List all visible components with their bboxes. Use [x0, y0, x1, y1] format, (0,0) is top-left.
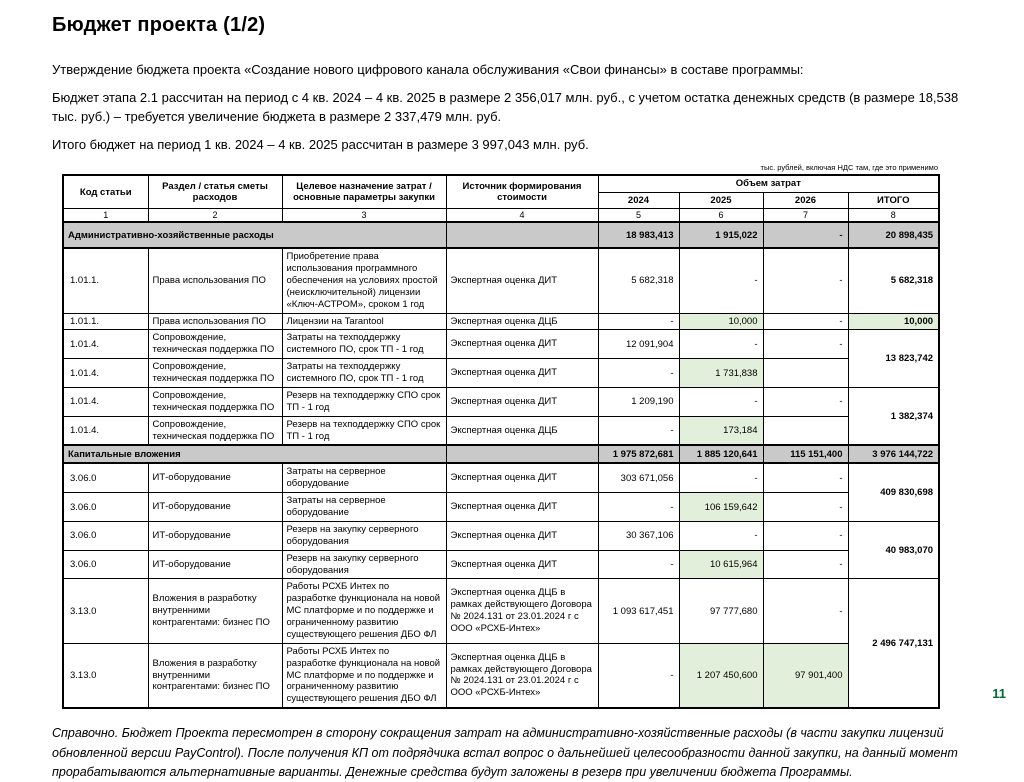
- cell-total: 3 976 144,722: [848, 445, 939, 463]
- cell-source: Экспертная оценка ДИТ: [446, 330, 598, 359]
- header-volume-group: Объем затрат: [598, 175, 939, 192]
- cell-code: 1.01.4.: [63, 330, 148, 359]
- cell-code: 3.06.0: [63, 521, 148, 550]
- cell-source: Экспертная оценка ДЦБ: [446, 416, 598, 445]
- cell-section: Сопровождение, техническая поддержка ПО: [148, 359, 282, 388]
- cell-2026: -: [763, 550, 848, 579]
- section-label: Административно-хозяйственные расходы: [63, 222, 446, 248]
- cell-2026: -: [763, 463, 848, 492]
- table-row: [63, 643, 939, 708]
- cell-2026: -: [763, 521, 848, 550]
- cell-code: 1.01.1.: [63, 313, 148, 330]
- header-year-2026: 2026: [763, 192, 848, 208]
- header-purpose: Целевое назначение затрат / основные параметры закупки: [282, 175, 446, 208]
- cell-section: Права использования ПО: [148, 248, 282, 313]
- cell-2024: -: [598, 416, 679, 445]
- cell-2024: -: [598, 313, 679, 330]
- cell-purpose: Затраты на серверное оборудование: [282, 463, 446, 492]
- table-row: [63, 493, 939, 522]
- col-number: 3: [282, 209, 446, 223]
- header-row-colnumbers: [63, 209, 939, 223]
- cell-source: Экспертная оценка ДИТ: [446, 550, 598, 579]
- section-spacer-cell: [446, 222, 598, 248]
- cell-section: ИТ-оборудование: [148, 463, 282, 492]
- cell-2024: -: [598, 493, 679, 522]
- cell-section: Вложения в разработку внутренними контрагентами: бизнес ПО: [148, 643, 282, 708]
- cell-2025: 10,000: [679, 313, 763, 330]
- header-code: Код статьи: [63, 175, 148, 208]
- cell-2025: -: [679, 330, 763, 359]
- cell-2024: -: [598, 359, 679, 388]
- cell-2026: -: [763, 330, 848, 359]
- cell-purpose: Резерв на закупку серверного оборудования: [282, 521, 446, 550]
- header-total: ИТОГО: [848, 192, 939, 208]
- cell-purpose: Работы РСХБ Интех по разработке функционала на новой МС платформе и по поддержке и ограниченному развитию существующего решения ДБО ФЛ: [282, 579, 446, 643]
- cell-code: 1.01.1.: [63, 248, 148, 313]
- header-year-2025: 2025: [679, 192, 763, 208]
- cell-2025: 1 885 120,641: [679, 445, 763, 463]
- cell-purpose: Приобретение права использования программного обеспечения на условиях простой (неисключительной) лицензии «Ключ-АСТРОМ», сроком 1 год: [282, 248, 446, 313]
- cell-code: 3.06.0: [63, 463, 148, 492]
- cell-2024: 303 671,056: [598, 463, 679, 492]
- cell-2025: 1 207 450,600: [679, 643, 763, 708]
- cell-2025: 106 159,642: [679, 493, 763, 522]
- cell-code: 1.01.4.: [63, 359, 148, 388]
- cell-source: Экспертная оценка ДИТ: [446, 387, 598, 416]
- cell-code: 1.01.4.: [63, 387, 148, 416]
- header-source: Источник формирования стоимости: [446, 175, 598, 208]
- table-row: [63, 330, 939, 359]
- col-number: 8: [848, 209, 939, 223]
- cell-2024: -: [598, 550, 679, 579]
- cell-2025: 97 777,680: [679, 579, 763, 643]
- stage-budget-paragraph: Бюджет этапа 2.1 рассчитан на период с 4 кв. 2024 – 4 кв. 2025 в размере 2 356,017 млн. руб., с учетом остатка денежных средств (в размере 18,538 тыс. руб.) – требуется увеличение бюджета в размере 2 337,479 млн. руб.: [52, 89, 959, 124]
- cell-section: Сопровождение, техническая поддержка ПО: [148, 330, 282, 359]
- table-row: [63, 521, 939, 550]
- cell-purpose: Лицензии на Tarantool: [282, 313, 446, 330]
- budget-table: [62, 174, 940, 709]
- cell-total: 1 382,374: [848, 387, 939, 445]
- section-label: Капитальные вложения: [63, 445, 446, 463]
- cell-2025: -: [679, 463, 763, 492]
- cell-2024: -: [598, 643, 679, 708]
- intro-paragraph: Утверждение бюджета проекта «Создание нового цифрового канала обслуживания «Свои финансы» в составе программы:: [52, 62, 804, 77]
- table-row: [63, 463, 939, 492]
- cell-total: 40 983,070: [848, 521, 939, 579]
- cell-2026: [763, 416, 848, 445]
- cell-source: Экспертная оценка ДИТ: [446, 521, 598, 550]
- cell-code: 3.06.0: [63, 550, 148, 579]
- cell-section: Сопровождение, техническая поддержка ПО: [148, 387, 282, 416]
- cell-2026: 97 901,400: [763, 643, 848, 708]
- cell-source: Экспертная оценка ДЦБ в рамках действующего Договора № 2024.131 от 23.01.2024 г с ООО «РСХБ-Интех»: [446, 579, 598, 643]
- cell-2024: 30 367,106: [598, 521, 679, 550]
- cell-total: 409 830,698: [848, 463, 939, 521]
- header-row-top: [63, 175, 939, 192]
- cell-total: 10,000: [848, 313, 939, 330]
- cell-source: Экспертная оценка ДЦБ в рамках действующего Договора № 2024.131 от 23.01.2024 г с ООО «РСХБ-Интех»: [446, 643, 598, 708]
- section-row: [63, 222, 939, 248]
- cell-source: Экспертная оценка ДИТ: [446, 493, 598, 522]
- col-number: 6: [679, 209, 763, 223]
- cell-2025: -: [679, 387, 763, 416]
- cell-purpose: Работы РСХБ Интех по разработке функционала на новой МС платформе и по поддержке и ограниченному развитию существующего решения ДБО ФЛ: [282, 643, 446, 708]
- cell-2025: -: [679, 521, 763, 550]
- table-row: [63, 387, 939, 416]
- footnote: Справочно. Бюджет Проекта пересмотрен в сторону сокращения затрат на административно-хозяйственные расходы (в части закупки лицензий обновленной версии PayControl). После получения КП от подрядчика встал вопрос о дальнейшей целесообразности данной закупки, на данный момент прорабатываются альтернативные варианты. Денежные средства будут заложены в резерв при увеличении бюджета Программы.: [52, 726, 958, 779]
- section-row: [63, 445, 939, 463]
- col-number: 7: [763, 209, 848, 223]
- cell-2025: 10 615,964: [679, 550, 763, 579]
- table-row: [63, 359, 939, 388]
- cell-source: Экспертная оценка ДЦБ: [446, 313, 598, 330]
- cell-2024: 5 682,318: [598, 248, 679, 313]
- cell-2026: -: [763, 579, 848, 643]
- cell-total: 2 496 747,131: [848, 579, 939, 708]
- cell-section: ИТ-оборудование: [148, 521, 282, 550]
- total-budget-paragraph: Итого бюджет на период 1 кв. 2024 – 4 кв. 2025 рассчитан в размере 3 997,043 млн. руб.: [52, 136, 589, 152]
- cell-section: ИТ-оборудование: [148, 550, 282, 579]
- cell-purpose: Затраты на серверное оборудование: [282, 493, 446, 522]
- page-number: 11: [992, 686, 1006, 701]
- cell-2024: 1 975 872,681: [598, 445, 679, 463]
- cell-code: 3.13.0: [63, 579, 148, 643]
- header-year-2024: 2024: [598, 192, 679, 208]
- table-row: [63, 550, 939, 579]
- col-number: 4: [446, 209, 598, 223]
- cell-purpose: Резерв на техподдержку СПО срок ТП - 1 год: [282, 416, 446, 445]
- cell-2026: -: [763, 248, 848, 313]
- cell-purpose: Затраты на техподдержку системного ПО, срок ТП - 1 год: [282, 330, 446, 359]
- cell-section: Сопровождение, техническая поддержка ПО: [148, 416, 282, 445]
- cell-purpose: Затраты на техподдержку системного ПО, срок ТП - 1 год: [282, 359, 446, 388]
- page-title: Бюджет проекта (1/2): [52, 14, 266, 36]
- cell-2025: 1 731,838: [679, 359, 763, 388]
- cell-2024: 12 091,904: [598, 330, 679, 359]
- cell-code: 3.13.0: [63, 643, 148, 708]
- cell-total: 5 682,318: [848, 248, 939, 313]
- cell-purpose: Резерв на техподдержку СПО срок ТП - 1 год: [282, 387, 446, 416]
- cell-source: Экспертная оценка ДИТ: [446, 359, 598, 388]
- cell-2024: 1 209,190: [598, 387, 679, 416]
- cell-2026: -: [763, 222, 848, 248]
- table-row: [63, 313, 939, 330]
- header-section: Раздел / статья сметы расходов: [148, 175, 282, 208]
- cell-section: Вложения в разработку внутренними контрагентами: бизнес ПО: [148, 579, 282, 643]
- cell-code: 1.01.4.: [63, 416, 148, 445]
- table-row: [63, 248, 939, 313]
- cell-2025: 1 915,022: [679, 222, 763, 248]
- col-number: 2: [148, 209, 282, 223]
- cell-2024: 18 983,413: [598, 222, 679, 248]
- cell-2026: -: [763, 493, 848, 522]
- table-row: [63, 416, 939, 445]
- cell-2026: -: [763, 387, 848, 416]
- cell-2026: [763, 359, 848, 388]
- col-number: 1: [63, 209, 148, 223]
- cell-source: Экспертная оценка ДИТ: [446, 463, 598, 492]
- cell-total: 20 898,435: [848, 222, 939, 248]
- cell-2025: 173,184: [679, 416, 763, 445]
- col-number: 5: [598, 209, 679, 223]
- cell-section: ИТ-оборудование: [148, 493, 282, 522]
- section-spacer-cell: [446, 445, 598, 463]
- units-note: тыс. рублей, включая НДС там, где это применимо: [760, 163, 938, 173]
- table-row: [63, 579, 939, 643]
- cell-total: 13 823,742: [848, 330, 939, 388]
- cell-2025: -: [679, 248, 763, 313]
- cell-2024: 1 093 617,451: [598, 579, 679, 643]
- cell-section: Права использования ПО: [148, 313, 282, 330]
- cell-source: Экспертная оценка ДИТ: [446, 248, 598, 313]
- cell-purpose: Резерв на закупку серверного оборудования: [282, 550, 446, 579]
- cell-2026: 115 151,400: [763, 445, 848, 463]
- cell-2026: -: [763, 313, 848, 330]
- cell-code: 3.06.0: [63, 493, 148, 522]
